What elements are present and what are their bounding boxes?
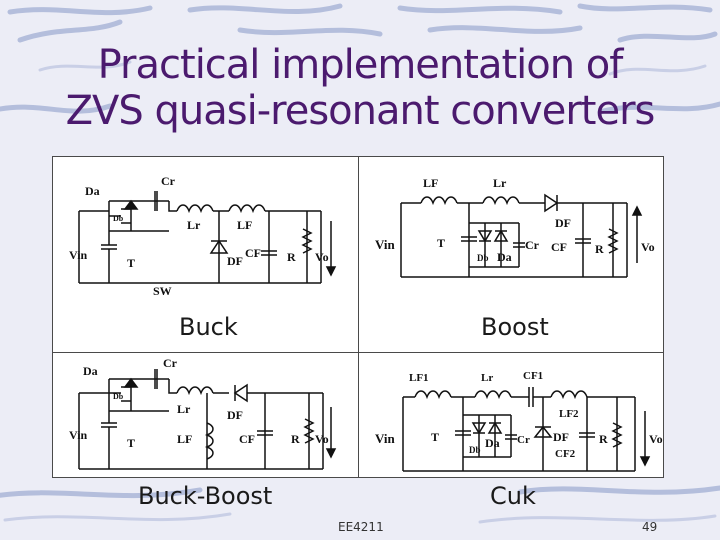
boost-cell (358, 157, 664, 352)
cuk-label-vo: Vo (649, 432, 663, 446)
footer-page-number: 49 (642, 520, 658, 534)
cuk-label-df: DF (553, 430, 569, 444)
buck-boost-cell (53, 352, 358, 478)
boost-label-cr: Cr (525, 238, 539, 252)
boost-label-vin: Vin (375, 237, 395, 252)
buckboost-label-lf: LF (177, 432, 193, 446)
title-line-1: Practical implementation of (97, 42, 623, 88)
cuk-circuit-diagram (373, 361, 661, 475)
boost-label-lf: LF (423, 176, 439, 190)
cuk-caption: Cuk (490, 482, 536, 510)
buckboost-label-t: T (127, 436, 136, 450)
buckboost-label-lr: Lr (177, 402, 191, 416)
cuk-cell (358, 352, 664, 478)
buckboost-label-vo: Vo (315, 432, 329, 446)
buck-cell (53, 157, 358, 352)
circuit-table (52, 156, 664, 478)
footer-course-code: EE4211 (338, 520, 384, 534)
buck-label-lr: Lr (187, 218, 201, 232)
boost-label-t: T (437, 236, 446, 250)
buckboost-label-cr: Cr (163, 356, 177, 370)
boost-label-cf: CF (551, 240, 567, 254)
buck-label-vo: Vo (315, 250, 329, 264)
buck-label-lf: LF (237, 218, 253, 232)
cuk-label-lf2: LF2 (559, 408, 579, 420)
buck-label-cr: Cr (161, 174, 175, 188)
boost-label-da: Da (497, 250, 512, 264)
buckboost-label-r: R (291, 432, 300, 446)
buck-boost-circuit-diagram (69, 357, 344, 473)
slide-title (0, 42, 720, 134)
cuk-label-db: Db (469, 445, 481, 455)
cuk-label-r: R (599, 432, 608, 446)
buckboost-label-cf: CF (239, 432, 255, 446)
cuk-label-t: T (431, 430, 440, 444)
buck-circuit-diagram (69, 171, 344, 299)
boost-label-vo: Vo (641, 240, 655, 254)
buckboost-label-df: DF (227, 408, 243, 422)
buckboost-label-db: Db (113, 392, 124, 401)
cuk-label-lr: Lr (481, 372, 494, 384)
boost-label-lr: Lr (493, 176, 507, 190)
boost-label-r: R (595, 242, 604, 256)
buck-label-r: R (287, 250, 296, 264)
buck-label-df: DF (227, 254, 243, 268)
buck-label-sw: SW (153, 284, 172, 298)
buck-boost-caption: Buck-Boost (138, 482, 273, 510)
buck-label-vin: Vin (69, 248, 88, 262)
boost-circuit-diagram (373, 167, 653, 289)
buck-label-cf: CF (245, 246, 261, 260)
buck-caption: Buck (179, 313, 238, 341)
boost-label-db: Db (477, 253, 489, 263)
buck-label-da: Da (85, 184, 100, 198)
cuk-label-vin: Vin (375, 431, 395, 446)
title-line-2: ZVS quasi-resonant converters (65, 88, 655, 134)
buckboost-label-da: Da (83, 364, 98, 378)
buck-label-db: Db (113, 214, 124, 223)
boost-caption: Boost (481, 313, 549, 341)
cuk-label-cf2: CF2 (555, 448, 576, 460)
cuk-label-cr: Cr (517, 434, 530, 446)
cuk-label-lf1: LF1 (409, 372, 429, 384)
buck-label-t: T (127, 256, 136, 270)
cuk-label-da: Da (485, 436, 500, 450)
buckboost-label-vin: Vin (69, 428, 88, 442)
cuk-label-cf1: CF1 (523, 370, 544, 382)
boost-label-df: DF (555, 216, 571, 230)
